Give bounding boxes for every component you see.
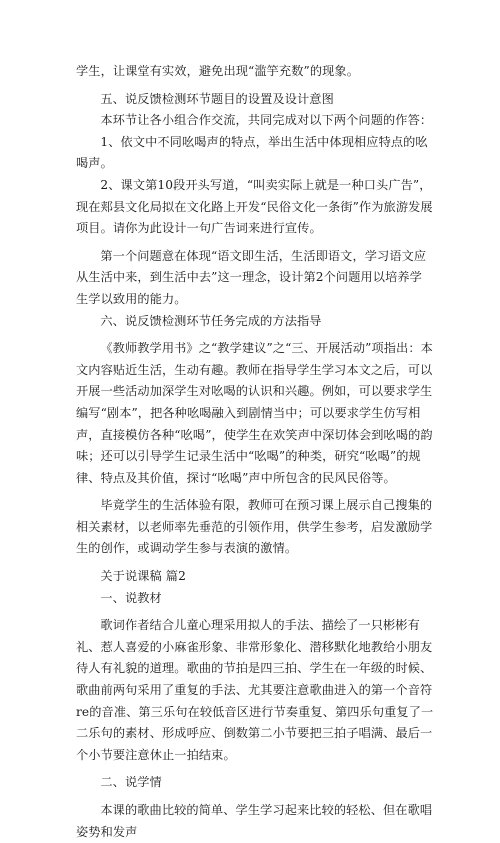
question-1: 1、依文中不同吆喝声的特点，举出生活中体现相应特点的吆喝声。 (76, 134, 428, 171)
section-heading-6: 六、说反馈检测环节任务完成的方法指导 (100, 313, 322, 328)
question-2: 2、课文第10段开头写道，“叫卖实际上就是一种口头广告”，现在郏县文化局拟在文化路上开发“民俗文化一条街”作为旅游发展项目。请你为此设计一句广告词来进行宣传。 (76, 177, 433, 236)
paragraph-1: 学生，让课堂有实效，避免出现“滥竽充数”的现象。 (76, 64, 359, 78)
section-heading-student-situation: 二、说学情 (100, 775, 162, 790)
article-title-2: 关于说课稿 篇2 (100, 569, 186, 584)
paragraph-experience: 毕竟学生的生活体验有限，教师可在预习课上展示自己搜集的相关素材，以老师率先垂范的引领作用，供学生参考，启发激励学生的创作，或调动学生参与表演的激情。 (76, 498, 433, 556)
paragraph-teaching-book: 《教师教学用书》之“教学建议”之“三、开展活动”项指出：本文内容贴近生活，生动有趣。教师在指导学生学习本文之后，可以开展一些活动加深学生对吆喝的认识和兴趣。例如，可以要求学生编写“剧本”，把各种吆喝融入到剧情当中；可以要求学生仿写相声，直接模仿各种“吆喝”，使学生在欢笑声中深切体会到吆喝的韵味；还可以引导学生记录生活中“吆喝”的种类，研究“吆喝”的规律、特点及其价值，探讨“吆喝”声中所包含的民风民俗等。 (76, 341, 433, 485)
paragraph-lyrics: 歌词作者结合儿童心理采用拟人的手法、描绘了一只彬彬有礼、惹人喜爱的小麻雀形象、非常形象化、潜移默化地教给小朋友待人有礼貌的道理。歌曲的节拍是四三拍、学生在一年级的时候、歌曲前两句采用了重复的手法、尤其要注意歌曲进入的第一个音符re的音准、第三乐句在较低音区进行节奏重复、第四乐句重复了一二乐句的素材、形成呼应、倒数第二小节要把三拍子唱满、最后一个小节要注意休止一拍结束。 (76, 618, 434, 762)
section-heading-teaching-material: 一、说教材 (100, 590, 162, 605)
document-body (76, 61, 434, 843)
paragraph-2: 本环节让各小组合作交流，共同完成对以下两个问题的作答： (100, 113, 433, 128)
section-heading-5: 五、说反馈检测环节题目的设置及设计意图 (100, 91, 334, 106)
paragraph-design-intent: 第一个问题意在体现“语文即生活，生活即语文，学习语文应从生活中来，到生活中去”这一理念，设计第2个问题用以培养学生学以致用的能力。 (76, 248, 427, 306)
paragraph-song: 本课的歌曲比较的简单、学生学习起来比较的轻松、但在歌唱姿势和发声 (76, 803, 433, 839)
